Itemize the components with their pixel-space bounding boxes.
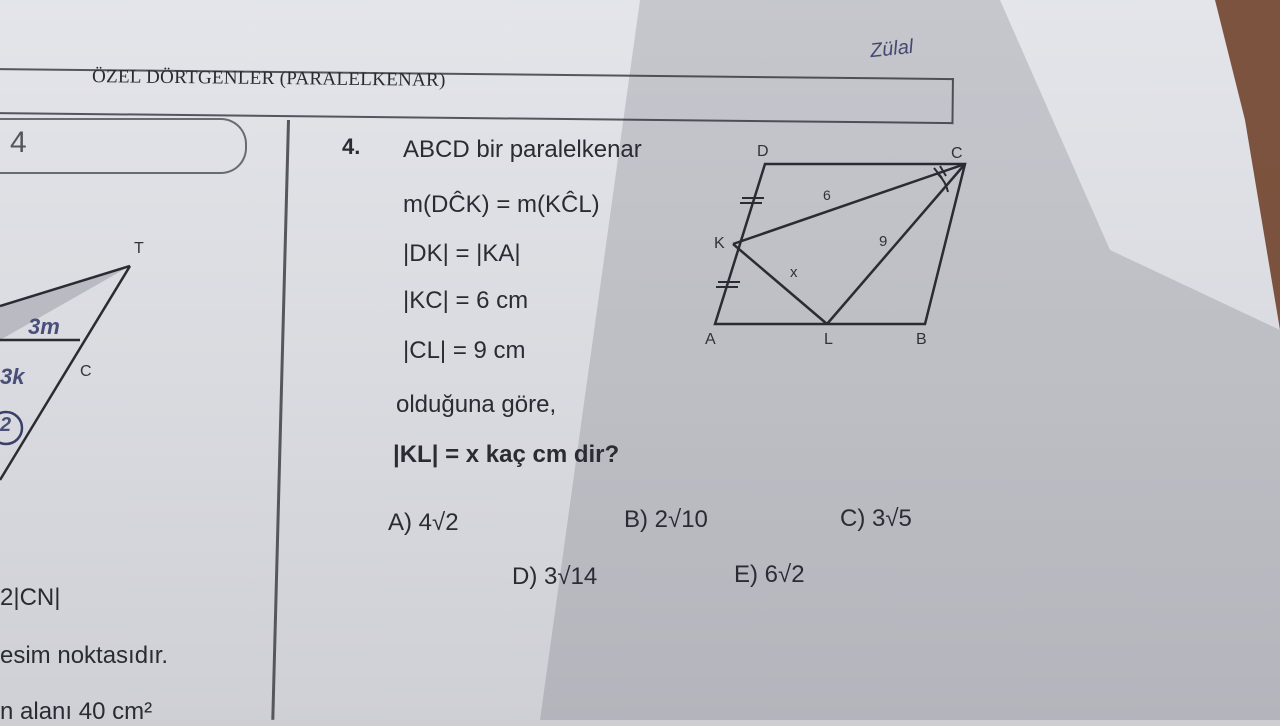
length-label-kc: 6: [823, 187, 831, 203]
parallelogram-figure: [690, 140, 990, 360]
point-label-t: T: [134, 240, 144, 257]
question-line: olduğuna göre,: [396, 391, 557, 418]
question-prompt: |KL| = x kaç cm dir?: [393, 441, 620, 468]
question-line: ABCD bir paralelkenar: [403, 136, 642, 163]
previous-question-figure: [0, 230, 190, 490]
question-line: |DK| = |KA|: [403, 240, 521, 267]
shaded-triangle: [0, 266, 130, 340]
length-label-cl: 9: [879, 233, 888, 250]
handwritten-number: 2: [0, 414, 12, 436]
choice-a[interactable]: A) 4√2: [388, 509, 459, 536]
vertex-label-l: L: [824, 331, 833, 348]
vertex-label-k: K: [714, 235, 725, 252]
question-line: |CL| = 9 cm: [403, 337, 526, 364]
question-line: |KC| = 6 cm: [403, 287, 529, 314]
question-number: 4.: [342, 134, 361, 159]
choice-c[interactable]: C) 3√5: [840, 505, 912, 532]
handwritten-signature: Zülal: [868, 35, 915, 63]
choice-b[interactable]: B) 2√10: [624, 506, 708, 533]
vertex-label-a: A: [705, 331, 716, 348]
question-line: m(DĈK) = m(KĈL): [403, 191, 600, 218]
vertex-label-b: B: [916, 331, 927, 348]
parallelogram-abcd: [715, 164, 965, 324]
previous-text-line: esim noktasıdır.: [0, 642, 169, 669]
previous-text-line: n alanı 40 cm²: [0, 698, 153, 725]
vertex-label-d: D: [757, 143, 769, 160]
previous-text-line: 2|CN|: [0, 584, 61, 611]
choice-d[interactable]: D) 3√14: [512, 563, 598, 590]
vertex-label-c: C: [951, 145, 963, 162]
handwritten-3m: 3m: [28, 314, 60, 339]
question-number-tab: [0, 118, 247, 174]
choice-e[interactable]: E) 6√2: [734, 561, 805, 588]
previous-question-number: 4: [10, 126, 27, 159]
segment-kl: [733, 244, 827, 324]
page-title: ÖZEL DÖRTGENLER (PARALELKENAR): [91, 66, 446, 91]
unknown-label-x: x: [790, 264, 798, 281]
point-label-c: C: [80, 363, 92, 380]
handwritten-3k: 3k: [0, 364, 25, 389]
